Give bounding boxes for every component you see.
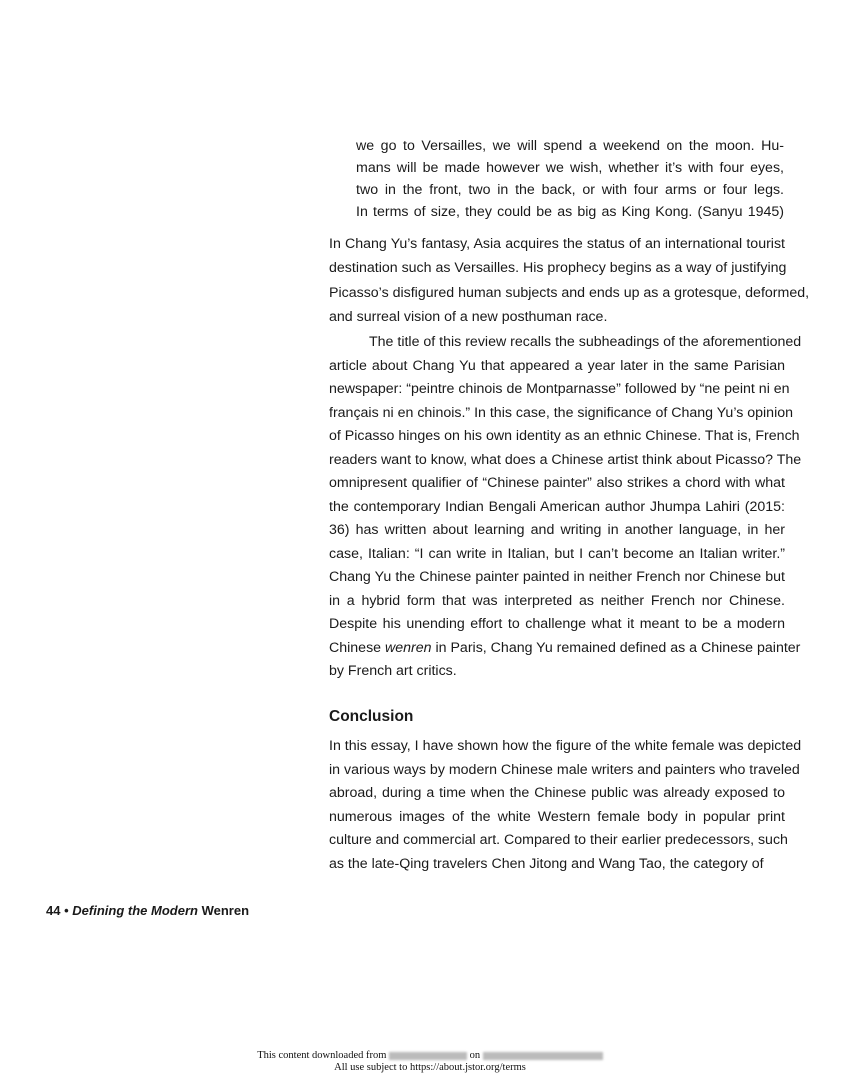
text-line: the contemporary Indian Bengali American author Jhumpa Lahiri (2015: [329, 498, 785, 515]
jstor-download-notice [0, 1050, 860, 1061]
book-title-italic: Defining the Modern [72, 903, 198, 918]
quote-line: two in the front, two in the back, or with four arms or four legs. [356, 182, 784, 198]
book-title-rest: Wenren [201, 903, 250, 918]
jstor-terms: All use subject to https://about.jstor.org/terms [334, 1062, 526, 1073]
text-line: français ni en chinois.” In this case, the significance of Chang Yu’s opinion [329, 404, 794, 421]
text-line: in a hybrid form that was interpreted as neither French nor Chinese. [329, 592, 785, 609]
text-line: In Chang Yu’s fantasy, Asia acquires the status of an international tourist [329, 236, 785, 252]
text-line: by French art critics. [329, 663, 457, 679]
text-line: Picasso’s disfigured human subjects and ends up as a grotesque, deformed, [329, 284, 810, 301]
text-line: newspaper: “peintre chinois de Montparnasse” followed by “ne peint ni en [329, 381, 790, 397]
redacted-ip [389, 1052, 467, 1060]
text-line: as the late-Qing travelers Chen Jitong and Wang Tao, the category of [329, 856, 764, 872]
text-line: Despite his unending effort to challenge what it meant to be a modern [329, 616, 785, 632]
text-line: in various ways by modern Chinese male writers and painters who traveled [329, 761, 800, 778]
quote-line: we go to Versailles, we will spend a weekend on the moon. Hu- [356, 138, 784, 154]
text-line: abroad, during a time when the Chinese public was already exposed to [329, 785, 785, 802]
section-heading: Conclusion [329, 708, 414, 725]
text-line: article about Chang Yu that appeared a year later in the same Parisian [329, 357, 785, 374]
page-number: 44 [46, 903, 61, 918]
text-line: and surreal vision of a new posthuman race. [329, 308, 608, 325]
text-line: numerous images of the white Western female body in popular print [329, 808, 785, 825]
text-line: The title of this review recalls the subheadings of the aforementioned [369, 334, 802, 350]
text-line: destination such as Versailles. His prophecy begins as a way of justifying [329, 260, 787, 277]
text-line: culture and commercial art. Compared to their earlier predecessors, such [329, 832, 788, 849]
text-line: readers want to know, what does a Chinese artist think about Picasso? The [329, 451, 802, 468]
quote-line: In terms of size, they could be as big as King Kong. (Sanyu 1945) [356, 204, 784, 220]
text-line: Chang Yu the Chinese painter painted in neither French nor Chinese but [329, 569, 785, 585]
download-text: This content downloaded from [257, 1050, 387, 1061]
on-text: on [469, 1050, 481, 1061]
quote-line: mans will be made however we wish, whether it’s with four eyes, [356, 160, 784, 176]
text-line: omnipresent qualifier of “Chinese painter” also strikes a chord with what [329, 475, 785, 491]
text-line: of Picasso hinges on his own identity as an ethnic Chinese. That is, French [329, 428, 800, 444]
running-footer [46, 903, 249, 918]
redacted-date [483, 1052, 603, 1060]
text-line: case, Italian: “I can write in Italian, but I can’t become an Italian writer.” [329, 545, 785, 562]
text-line: Chinese wenren in Paris, Chang Yu remained defined as a Chinese painter [329, 639, 801, 656]
bullet: • [64, 903, 69, 918]
text-line: 36) has written about learning and writing in another language, in her [329, 522, 785, 538]
text-line: In this essay, I have shown how the figure of the white female was depicted [329, 738, 802, 754]
